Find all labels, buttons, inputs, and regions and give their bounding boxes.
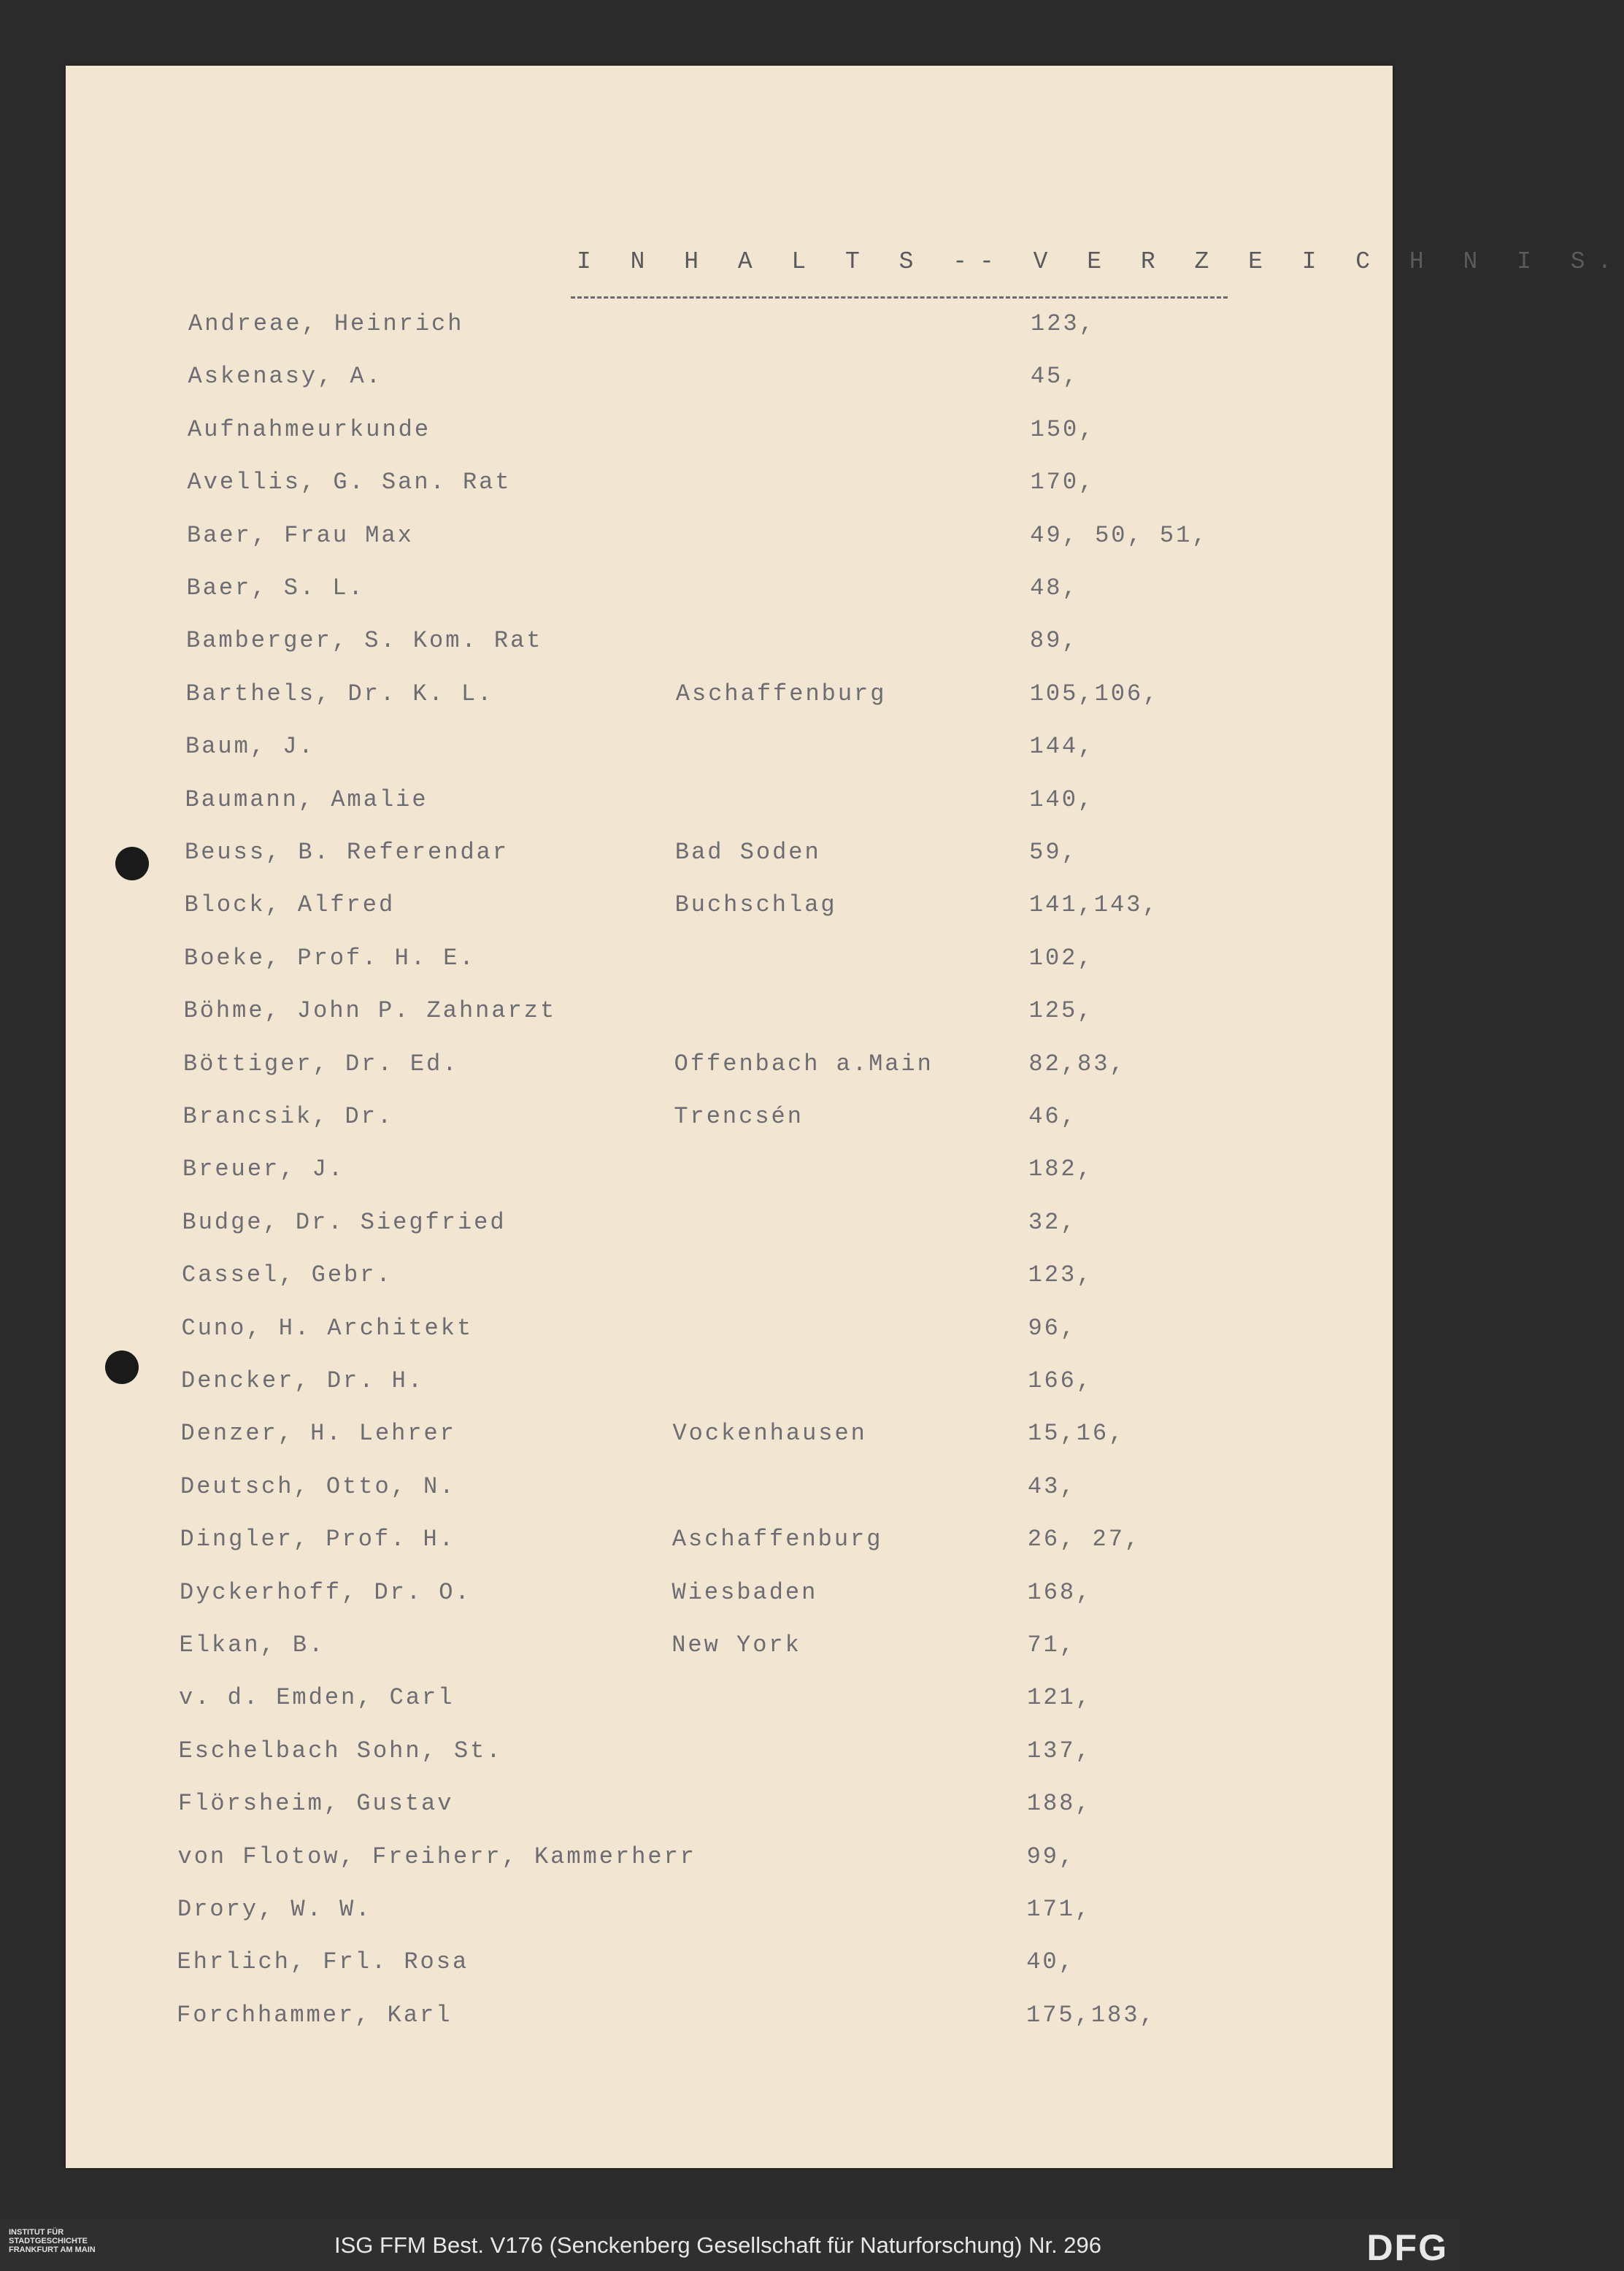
- punch-hole-lower: [105, 1350, 139, 1384]
- entry-place: Wiesbaden: [671, 1578, 818, 1606]
- entry-name: Dyckerhoff, Dr. O.: [180, 1578, 472, 1606]
- entry-name: Baer, S. L.: [186, 575, 365, 602]
- institute-logo-text: INSTITUT FÜR STADTGESCHICHTE FRANKFURT AM MAIN: [9, 2228, 96, 2254]
- entry-pages: 32,: [1028, 1208, 1077, 1236]
- index-entry: [66, 310, 1379, 339]
- entry-pages: 121,: [1027, 1684, 1092, 1712]
- entry-pages: 49, 50, 51,: [1030, 521, 1209, 549]
- entry-name: Breuer, J.: [182, 1156, 345, 1183]
- archive-footer: [0, 2219, 1460, 2271]
- entry-name: Boeke, Prof. H. E.: [184, 944, 476, 972]
- index-entry: [66, 2002, 1379, 2031]
- entry-place: Offenbach a.Main: [674, 1050, 934, 1077]
- index-entry: [66, 1050, 1379, 1080]
- entry-name: Budge, Dr. Siegfried: [182, 1208, 507, 1236]
- entry-place: New York: [671, 1632, 801, 1659]
- entry-pages: 141,143,: [1028, 891, 1159, 919]
- entry-place: Bad Soden: [674, 839, 821, 866]
- entry-name: v. d. Emden, Carl: [179, 1684, 455, 1712]
- index-entry: [66, 1632, 1379, 1661]
- entry-pages: 102,: [1028, 944, 1094, 972]
- index-entry: [66, 1896, 1379, 1925]
- index-entry: [66, 1315, 1379, 1344]
- index-entry: [66, 1843, 1379, 1872]
- entry-name: Baumann, Amalie: [185, 785, 428, 813]
- entry-pages: 125,: [1028, 997, 1094, 1025]
- index-entry: [66, 733, 1379, 762]
- entry-name: Bamberger, S. Kom. Rat: [186, 627, 543, 655]
- entry-name: Askenasy, A.: [188, 363, 382, 391]
- entry-pages: 171,: [1026, 1896, 1092, 1923]
- dfg-logo: DFG: [1366, 2227, 1448, 2268]
- index-entry: [66, 786, 1379, 815]
- index-entry: [66, 627, 1379, 656]
- entry-name: Cassel, Gebr.: [182, 1261, 393, 1289]
- entry-pages: 144,: [1029, 733, 1095, 761]
- punch-hole-upper: [115, 847, 149, 880]
- index-entry: [66, 1737, 1379, 1767]
- index-entry: [66, 1420, 1379, 1449]
- entry-name: Flörsheim, Gustav: [178, 1790, 454, 1818]
- entry-name: Deutsch, Otto, N.: [180, 1472, 456, 1500]
- entry-name: Baer, Frau Max: [187, 521, 414, 549]
- entry-name: Böttiger, Dr. Ed.: [183, 1050, 459, 1077]
- entry-pages: 46,: [1028, 1103, 1077, 1130]
- entry-pages: 170,: [1030, 469, 1096, 496]
- entry-pages: 188,: [1026, 1790, 1092, 1818]
- entry-name: Böhme, John P. Zahnarzt: [183, 997, 557, 1025]
- entry-name: Aufnahmeurkunde: [188, 415, 431, 443]
- index-entry: [66, 1579, 1379, 1608]
- index-entry: [66, 1948, 1379, 1978]
- entry-pages: 150,: [1030, 415, 1096, 443]
- entry-name: Baum, J.: [185, 733, 315, 761]
- index-entry: [66, 997, 1379, 1026]
- entry-pages: 59,: [1029, 839, 1078, 866]
- heading-underline: [571, 296, 1228, 299]
- entry-pages: 105,106,: [1029, 680, 1160, 707]
- index-entry: [66, 1526, 1379, 1555]
- index-entry: [66, 1261, 1379, 1291]
- entry-pages: 45,: [1030, 363, 1080, 391]
- entry-name: Eschelbach Sohn, St.: [178, 1737, 503, 1764]
- entry-pages: 168,: [1027, 1578, 1093, 1606]
- index-entry: [66, 1367, 1379, 1396]
- entry-name: Cuno, H. Architekt: [181, 1314, 474, 1342]
- entry-pages: 166,: [1028, 1367, 1093, 1394]
- archive-caption: ISG FFM Best. V176 (Senckenberg Gesellschaft für Naturforschung) Nr. 296: [334, 2232, 1102, 2258]
- entry-place: Trencsén: [674, 1103, 804, 1130]
- index-entry: [66, 469, 1379, 498]
- entry-name: Ehrlich, Frl. Rosa: [177, 1948, 469, 1976]
- entry-pages: 137,: [1026, 1737, 1092, 1764]
- entry-pages: 182,: [1028, 1156, 1093, 1183]
- entry-pages: 40,: [1026, 1948, 1075, 1976]
- index-entry: [66, 839, 1379, 868]
- entry-name: Brancsik, Dr.: [182, 1103, 394, 1130]
- index-entry: [66, 1790, 1379, 1819]
- entry-pages: 15,16,: [1028, 1420, 1125, 1448]
- entry-name: Andreae, Heinrich: [188, 310, 464, 337]
- index-entry: [66, 522, 1379, 551]
- entry-name: Denzer, H. Lehrer: [180, 1420, 456, 1448]
- entry-pages: 82,83,: [1028, 1050, 1126, 1077]
- entry-pages: 140,: [1029, 785, 1095, 813]
- entry-pages: 43,: [1027, 1472, 1077, 1500]
- entry-name: Block, Alfred: [184, 891, 396, 919]
- index-entry: [66, 1684, 1379, 1713]
- entry-place: Aschaffenburg: [671, 1526, 883, 1553]
- entry-pages: 71,: [1027, 1632, 1076, 1659]
- entry-name: Avellis, G. San. Rat: [187, 469, 512, 496]
- index-entry: [66, 680, 1379, 710]
- index-entry: [66, 945, 1379, 974]
- index-entry: [66, 1156, 1379, 1185]
- entry-place: Aschaffenburg: [675, 680, 887, 707]
- index-entry: [66, 575, 1379, 604]
- index-heading: I N H A L T S -- V E R Z E I C H N I S.: [577, 248, 1624, 275]
- entry-name: Beuss, B. Referendar: [185, 839, 509, 866]
- entry-place: Vockenhausen: [672, 1420, 867, 1448]
- entry-pages: 89,: [1029, 627, 1079, 655]
- entry-name: Drory, W. W.: [177, 1896, 372, 1923]
- entry-name: Barthels, Dr. K. L.: [185, 680, 494, 707]
- index-entry: [66, 363, 1379, 392]
- entry-pages: 123,: [1031, 310, 1096, 337]
- entry-pages: 99,: [1026, 1842, 1076, 1870]
- entry-name: Elkan, B.: [179, 1632, 326, 1659]
- entry-pages: 96,: [1028, 1314, 1077, 1342]
- index-entry: [66, 416, 1379, 445]
- index-entry: [66, 1103, 1379, 1132]
- entry-name: Dingler, Prof. H.: [180, 1526, 455, 1553]
- entry-name: Forchhammer, Karl: [177, 2001, 453, 2029]
- entry-pages: 123,: [1028, 1261, 1093, 1289]
- entry-pages: 48,: [1030, 575, 1079, 602]
- index-entry: [66, 1209, 1379, 1238]
- index-entry: [66, 891, 1379, 921]
- document-page: [66, 66, 1624, 2168]
- entry-name: Dencker, Dr. H.: [181, 1367, 425, 1394]
- entry-place: Buchschlag: [674, 891, 837, 919]
- index-entry: [66, 1473, 1379, 1502]
- entry-pages: 175,183,: [1026, 2001, 1156, 2029]
- entry-name: von Flotow, Freiherr, Kammerherr: [177, 1842, 696, 1870]
- entry-pages: 26, 27,: [1027, 1526, 1142, 1553]
